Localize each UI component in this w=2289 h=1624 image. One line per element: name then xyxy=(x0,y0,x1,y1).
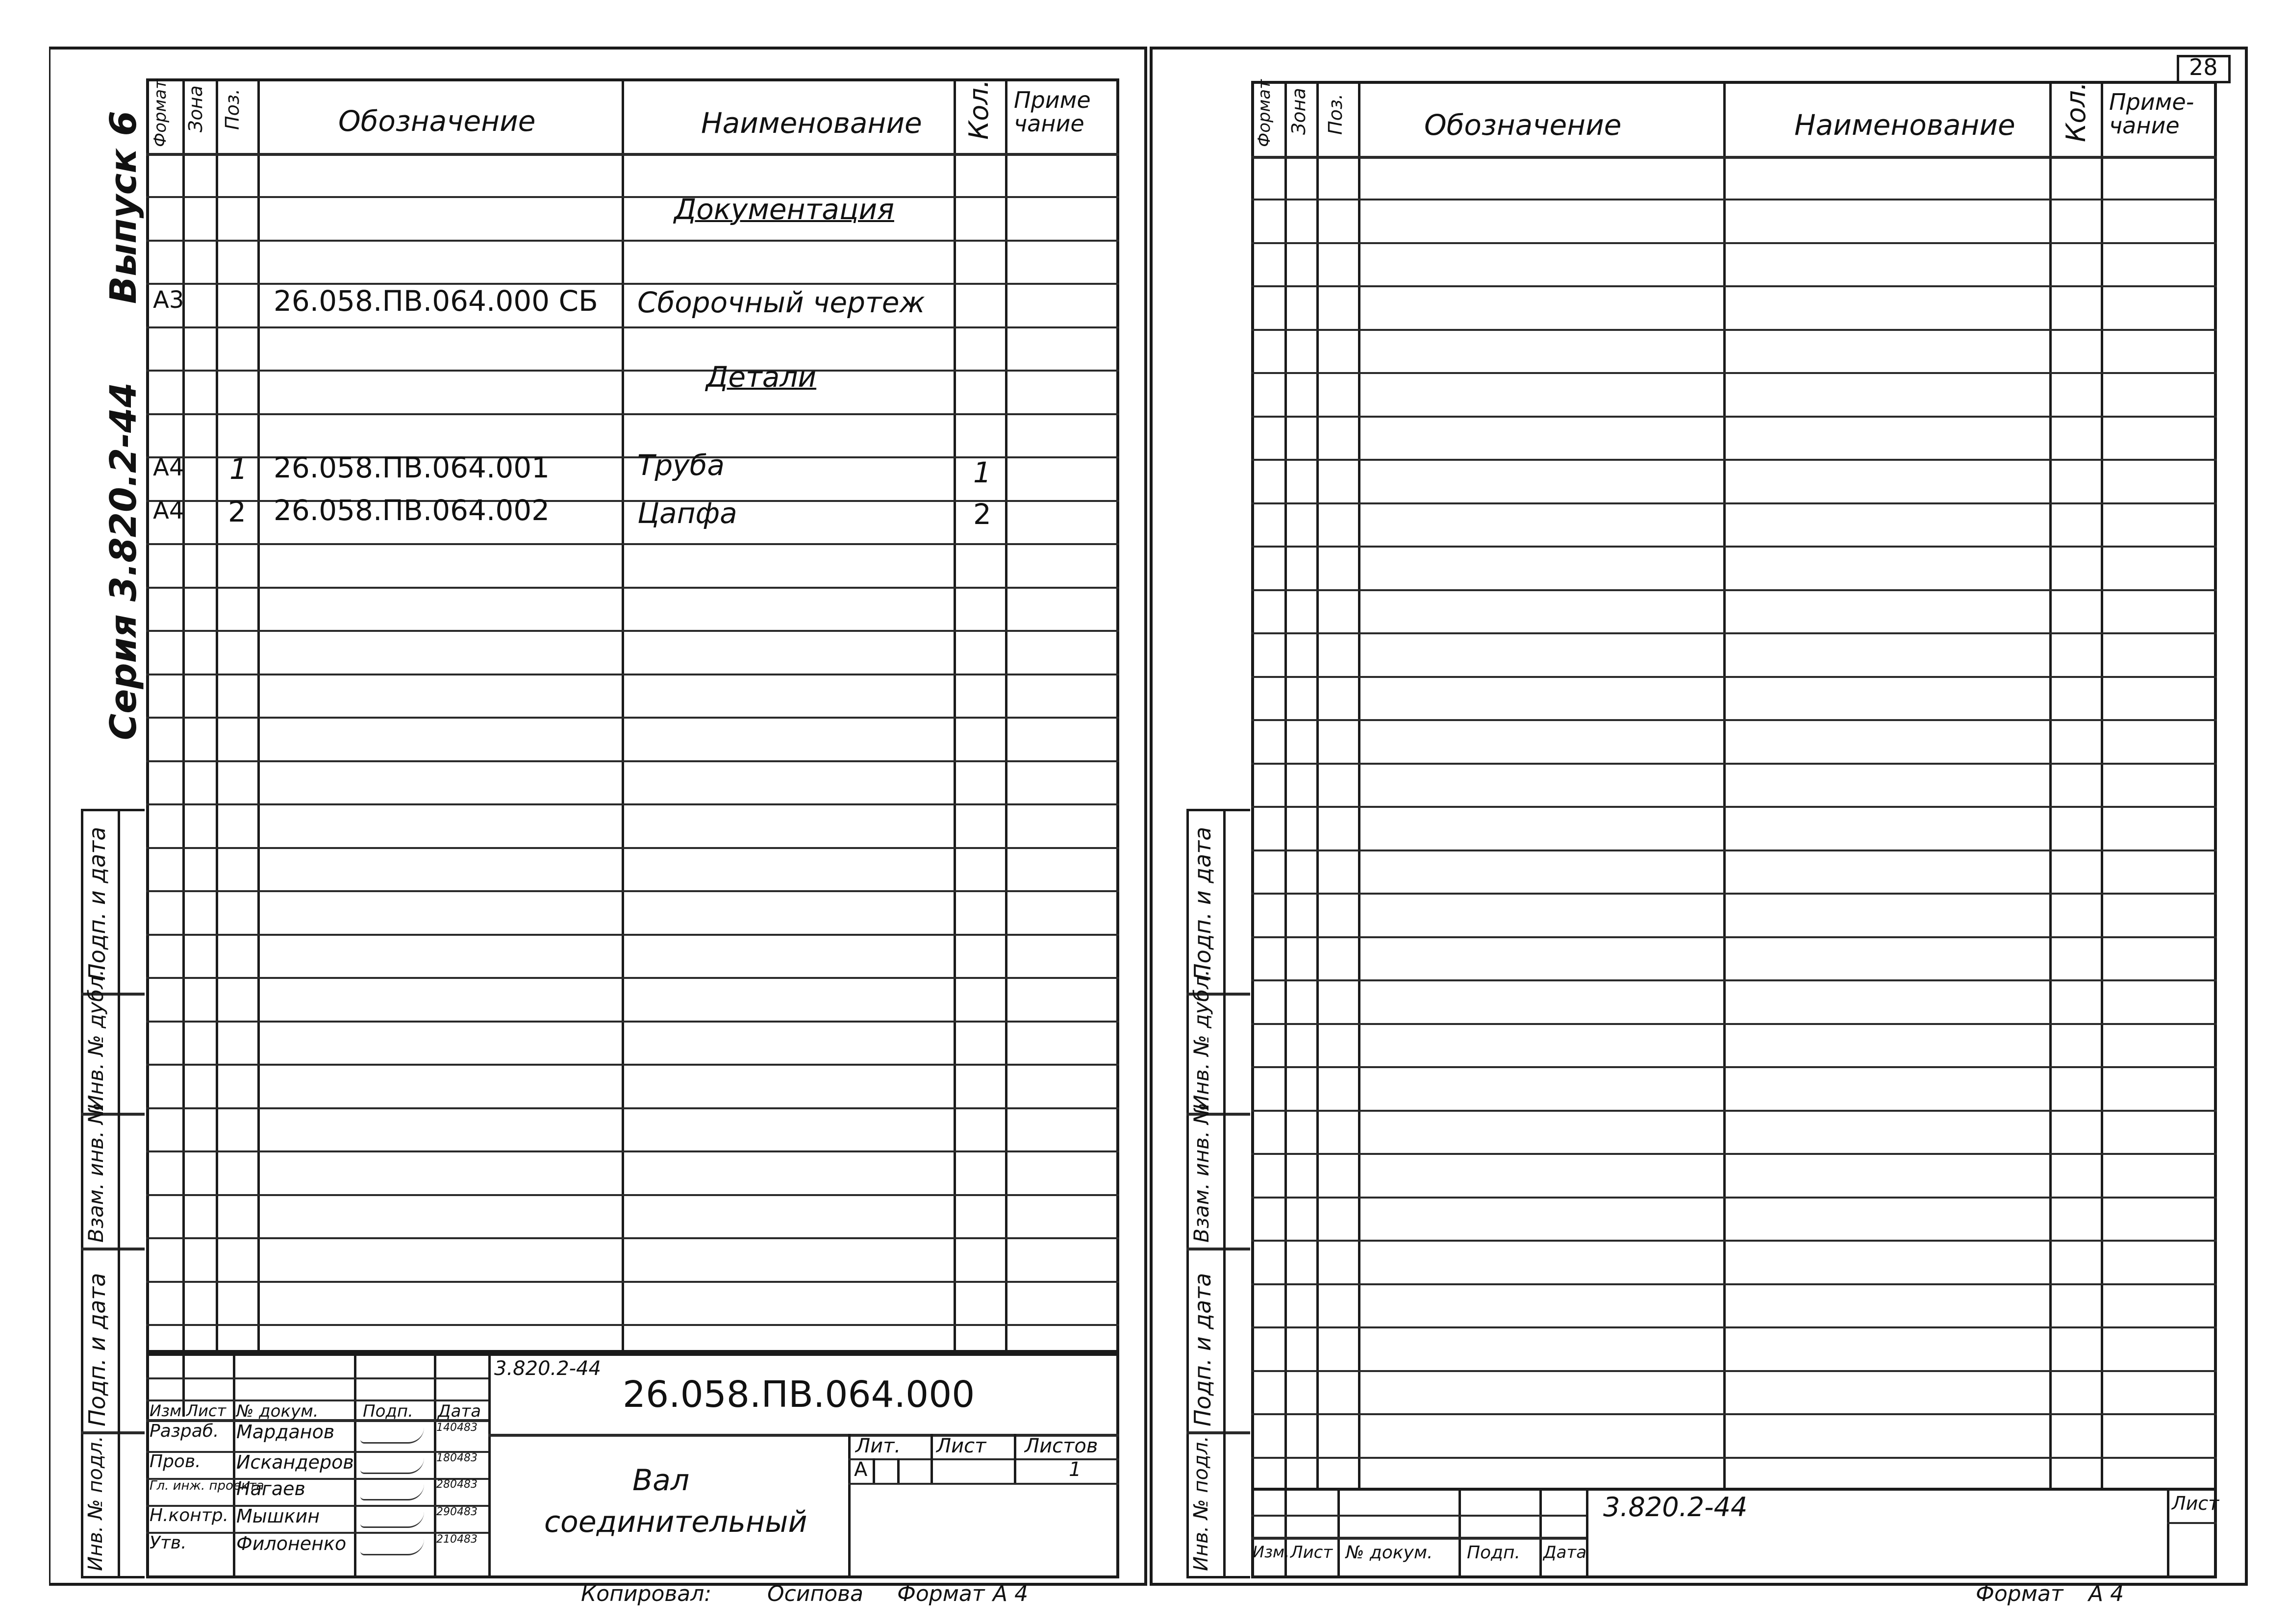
left-row-line xyxy=(146,803,1119,805)
r-tb-sheet-label: Лист xyxy=(2172,1493,2219,1514)
footer-format-label: Формат xyxy=(897,1581,985,1606)
r-hdr-qty: Кол. xyxy=(2061,81,2091,142)
staff-name: Нагаев xyxy=(236,1478,305,1499)
tb-col-list: Лист xyxy=(186,1401,226,1420)
row-3-name: Цапфа xyxy=(637,497,737,530)
row-3-designation: 26.058.ПВ.064.002 xyxy=(274,494,550,527)
right-stamp-4: Подп. и дата xyxy=(1189,1273,1216,1426)
section-documentation: Документация xyxy=(674,193,894,226)
left-row-line xyxy=(146,1237,1119,1239)
left-row-line xyxy=(146,1064,1119,1066)
left-row-line xyxy=(146,370,1119,372)
r-hdr-format: Формат xyxy=(1255,79,1274,147)
tb-sheet-label: Лист xyxy=(936,1435,986,1457)
row-1-designation: 26.058.ПВ.064.000 СБ xyxy=(274,284,598,318)
right-row-line xyxy=(1251,199,2217,200)
right-row-line xyxy=(1251,719,2217,721)
series-label: Серия 3.820.2-44 xyxy=(102,382,145,740)
left-row-line xyxy=(146,1324,1119,1326)
left-row-line xyxy=(146,1107,1119,1109)
right-row-line xyxy=(1251,1326,2217,1328)
left-row-line xyxy=(146,977,1119,979)
r-footer-format-label: Формат xyxy=(1976,1581,2063,1606)
left-row-line xyxy=(146,760,1119,762)
left-row-line xyxy=(146,1021,1119,1023)
right-row-line xyxy=(1251,416,2217,418)
right-row-line xyxy=(1251,1457,2217,1459)
r-hdr-designation: Обозначение xyxy=(1424,108,1622,142)
right-row-line xyxy=(1251,1110,2217,1112)
left-stamp-2: Инв. № дубл. xyxy=(84,969,108,1110)
staff-date: 180483 xyxy=(436,1452,478,1464)
left-spec-table xyxy=(146,78,1119,1353)
staff-role: Разраб. xyxy=(150,1421,219,1441)
row-3-pos: 2 xyxy=(228,495,246,528)
tb-lit-label: Лит. xyxy=(855,1435,901,1457)
left-row-line xyxy=(146,1150,1119,1152)
left-stamp-3: Взам. инв. № xyxy=(84,1102,108,1243)
right-row-line xyxy=(1251,763,2217,765)
hdr-note: Приме чание xyxy=(1014,87,1091,137)
tb-title-line1: Вал xyxy=(632,1463,690,1498)
hdr-name: Наименование xyxy=(701,106,922,140)
tb-series-ref: 3.820.2-44 xyxy=(494,1357,602,1380)
r-hdr-zone: Зона xyxy=(1288,88,1309,135)
left-row-line xyxy=(146,196,1119,198)
row-3-format: А4 xyxy=(153,497,184,525)
tb-col-izm: Изм. xyxy=(150,1401,187,1420)
row-1-name: Сборочный чертеж xyxy=(637,286,925,319)
right-stamp-3: Взам. инв. № xyxy=(1189,1102,1213,1243)
row-3-qty: 2 xyxy=(973,498,991,531)
left-row-line xyxy=(146,587,1119,589)
right-row-line xyxy=(1251,1153,2217,1155)
staff-date: 290483 xyxy=(436,1506,478,1518)
left-row-line xyxy=(146,674,1119,675)
left-row-line xyxy=(146,934,1119,936)
right-row-line xyxy=(1251,1413,2217,1415)
right-row-line xyxy=(1251,979,2217,981)
staff-name: Филоненко xyxy=(236,1533,347,1554)
left-row-line xyxy=(146,717,1119,719)
hdr-format: Формат xyxy=(151,79,170,147)
r-tb-col-izm: Изм. xyxy=(1253,1543,1290,1561)
row-2-pos: 1 xyxy=(229,452,248,486)
tb-col-date: Дата xyxy=(438,1401,481,1421)
signature xyxy=(360,1484,424,1500)
right-row-line xyxy=(1251,1066,2217,1068)
signature xyxy=(360,1539,424,1555)
r-tb-col-doc: № докум. xyxy=(1346,1543,1433,1563)
r-hdr-name: Наименование xyxy=(1794,108,2015,142)
signature xyxy=(360,1427,424,1444)
staff-role: Гл. инж. проекта xyxy=(150,1478,264,1493)
tb-doc-number: 26.058.ПВ.064.000 xyxy=(623,1374,975,1416)
right-row-line xyxy=(1251,936,2217,938)
right-stamp-5: Инв. № подл. xyxy=(1190,1436,1212,1571)
tb-sheets-label: Листов xyxy=(1025,1435,1098,1457)
row-2-name: Труба xyxy=(637,449,725,482)
footer-format-value: А 4 xyxy=(993,1581,1029,1606)
right-row-line xyxy=(1251,893,2217,895)
right-row-line xyxy=(1251,806,2217,808)
right-stamp-2: Инв. № дубл. xyxy=(1189,969,1213,1110)
right-row-line xyxy=(1251,329,2217,331)
staff-name: Искандеров xyxy=(236,1451,354,1473)
issue-label: Выпуск 6 xyxy=(102,110,145,304)
r-tb-col-date: Дата xyxy=(1543,1543,1587,1562)
right-row-line xyxy=(1251,1197,2217,1199)
right-row-line xyxy=(1251,546,2217,548)
tb-title-line2: соединительный xyxy=(544,1505,807,1539)
signature xyxy=(360,1458,424,1474)
r-hdr-note: Приме- чание xyxy=(2109,89,2194,139)
left-row-line xyxy=(146,1281,1119,1283)
hdr-zone: Зона xyxy=(185,85,206,132)
left-stamp-5: Инв. № подл. xyxy=(84,1436,107,1571)
right-row-line xyxy=(1251,242,2217,244)
right-row-line xyxy=(1251,632,2217,634)
staff-date: 210483 xyxy=(436,1533,478,1546)
r-hdr-pos: Поз. xyxy=(1325,93,1346,135)
r-tb-col-list: Лист xyxy=(1290,1543,1333,1562)
right-row-line xyxy=(1251,372,2217,374)
footer-copied-by: Осипова xyxy=(767,1581,864,1606)
row-2-format: А4 xyxy=(153,454,184,481)
tb-sheets-value: 1 xyxy=(1069,1458,1082,1481)
right-row-line xyxy=(1251,849,2217,851)
left-row-line xyxy=(146,240,1119,242)
signature xyxy=(360,1512,424,1528)
right-spec-table xyxy=(1251,81,2217,1488)
tb-col-sign: Подп. xyxy=(363,1401,413,1421)
section-parts: Детали xyxy=(706,360,817,394)
row-2-qty: 1 xyxy=(973,456,991,489)
r-footer-format-value: А 4 xyxy=(2088,1581,2124,1606)
right-row-line xyxy=(1251,1370,2217,1372)
right-row-line xyxy=(1251,589,2217,591)
staff-date: 280483 xyxy=(436,1478,478,1491)
hdr-qty: Кол. xyxy=(963,79,994,140)
staff-role: Утв. xyxy=(150,1533,187,1553)
r-tb-series-ref: 3.820.2-44 xyxy=(1603,1492,1748,1523)
r-tb-col-sign: Подп. xyxy=(1467,1543,1520,1563)
staff-role: Пров. xyxy=(150,1451,201,1472)
page-number: 28 xyxy=(2189,54,2218,80)
left-stamp-1: Подп. и дата xyxy=(84,826,110,980)
hdr-designation: Обозначение xyxy=(338,104,536,138)
left-stamp-4: Подп. и дата xyxy=(84,1273,110,1426)
tb-lit-value: А xyxy=(854,1458,868,1481)
right-row-line xyxy=(1251,502,2217,504)
staff-role: Н.контр. xyxy=(150,1505,229,1525)
hdr-pos: Поз. xyxy=(222,88,243,130)
right-row-line xyxy=(1251,676,2217,678)
left-row-line xyxy=(146,1194,1119,1196)
left-row-line xyxy=(146,543,1119,545)
tb-col-doc: № докум. xyxy=(236,1401,319,1421)
row-1-format: А3 xyxy=(153,286,184,314)
left-row-line xyxy=(146,413,1119,415)
right-row-line xyxy=(1251,285,2217,287)
right-row-line xyxy=(1251,459,2217,461)
right-stamp-1: Подп. и дата xyxy=(1189,826,1216,980)
right-row-line xyxy=(1251,1240,2217,1242)
footer-copied-label: Копировал: xyxy=(581,1581,712,1606)
left-row-line xyxy=(146,847,1119,849)
right-row-line xyxy=(1251,1023,2217,1025)
left-row-line xyxy=(146,890,1119,892)
staff-name: Марданов xyxy=(236,1421,335,1443)
right-row-line xyxy=(1251,1283,2217,1285)
left-row-line xyxy=(146,326,1119,328)
staff-name: Мышкин xyxy=(236,1505,320,1527)
left-row-line xyxy=(146,630,1119,632)
row-2-designation: 26.058.ПВ.064.001 xyxy=(274,451,550,484)
staff-date: 140483 xyxy=(436,1422,478,1434)
